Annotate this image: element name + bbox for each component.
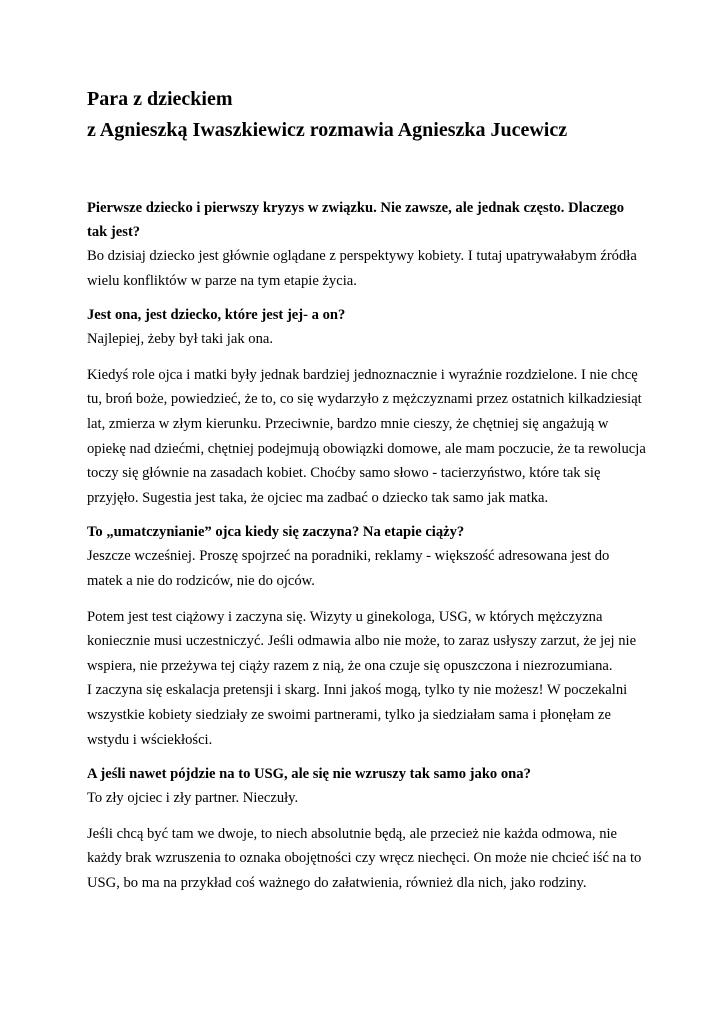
interview-question: Jest ona, jest dziecko, które jest jej- a on? [87, 307, 346, 324]
interview-section [87, 520, 647, 752]
interview-answer: Kiedyś role ojca i matki były jednak bardziej jednoznacznie i wyraźnie rozdzielone. I nie chcę tu, broń boże, powiedzieć, że to, co się wydarzyło z mężczyznami przez ostatnich kilkadziesiąt lat, zmierza w złym kierunku. Przeciwnie, bardzo mnie cieszy, że chętniej się angażują w opiekę nad dziećmi, chętniej podejmują obowiązki domowe, ale mam poczucie, że ta rewolucja toczy się głównie na zasadach kobiet. Choćby samo słowo - tacierzyństwo, które tak się przyjęło. Sugestia jest taka, że ojciec ma zadbać o dziecko tak samo jak matka. [87, 366, 646, 506]
answer-group [87, 544, 647, 752]
interview-question: A jeśli nawet pójdzie na to USG, ale się nie wzruszy tak samo jako ona? [87, 766, 531, 783]
title-block [87, 84, 647, 146]
answer-group [87, 244, 647, 293]
document-subtitle: z Agnieszką Iwaszkiewicz rozmawia Agnieszka Jucewicz [87, 119, 568, 141]
interview-answer: Najlepiej, żeby był taki jak ona. [87, 331, 274, 348]
answer-group [87, 786, 647, 895]
interview-answer: I zaczyna się eskalacja pretensji i skarg. Inni jakoś mogą, tylko ty nie możesz! W poczekalni wszystkie kobiety siedziały ze swoimi partnerami, tylko ja siedziałam sama i płonęłam ze wstydu i wściekłości. [87, 682, 628, 748]
document-page [87, 84, 647, 905]
document-title: Para z dzieckiem [87, 88, 233, 110]
interview-answer: To zły ojciec i zły partner. Nieczuły. [87, 790, 299, 807]
interview-section [87, 196, 647, 293]
interview-section [87, 303, 647, 510]
interview-answer: Bo dzisiaj dziecko jest głównie oglądane z perspektywy kobiety. I tutaj upatrywałabym źródła wielu konfliktów w parze na tym etapie życia. [87, 248, 637, 289]
interview-question: To „umatczynianie” ojca kiedy się zaczyna? Na etapie ciąży? [87, 524, 465, 541]
interview-section [87, 762, 647, 895]
answer-group [87, 327, 647, 510]
interview-answer: Jeśli chcą być tam we dwoje, to niech absolutnie będą, ale przecież nie każda odmowa, nie każdy brak wzruszenia to oznaka obojętności czy wręcz niechęci. On może nie chcieć iść na to USG, bo ma na przykład coś ważnego do załatwienia, również dla nich, jako rodziny. [87, 825, 642, 891]
interview-answer: Potem jest test ciążowy i zaczyna się. Wizyty u ginekologa, USG, w których mężczyzna koniecznie musi uczestniczyć. Jeśli odmawia albo nie może, to zaraz usłyszy zarzut, że jej nie wspiera, nie przeżywa tej ciąży razem z nią, że ona czuje się opuszczona i niezrozumiana. [87, 608, 637, 674]
interview-answer: Jeszcze wcześniej. Proszę spojrzeć na poradniki, reklamy - większość adresowana jest do matek a nie do rodziców, nie do ojców. [87, 548, 610, 589]
interview-question: Pierwsze dziecko i pierwszy kryzys w związku. Nie zawsze, ale jednak często. Dlaczego tak jest? [87, 200, 624, 240]
